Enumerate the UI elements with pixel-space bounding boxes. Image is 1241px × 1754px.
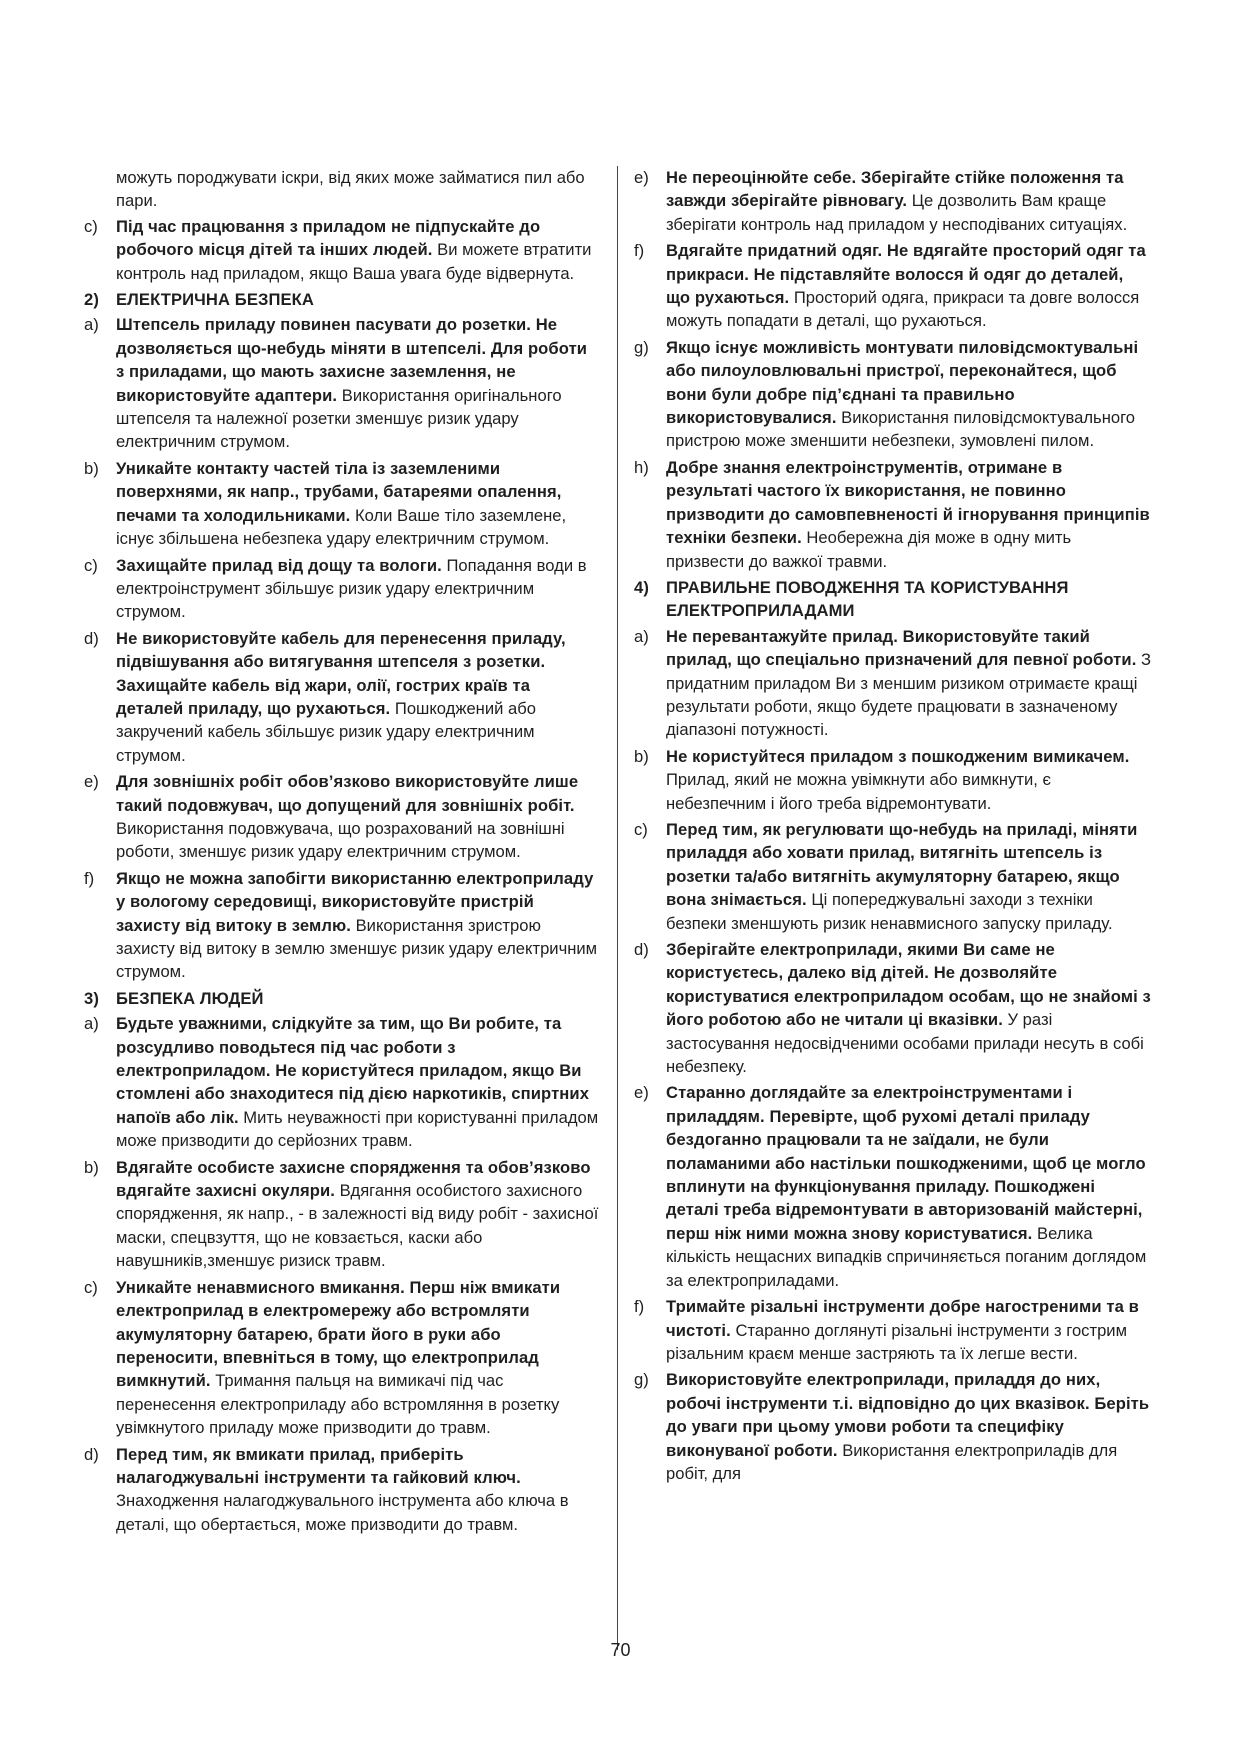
rule-4a: a) Не перевантажуйте прилад. Використовуйте такий прилад, що спеціально призначений для певної роботи. З придатним приладом Ви з меншим ризиком отримаєте кращі результати роботи, якщо будете працювати в зазначеному діапазоні потужності. — [634, 626, 1152, 740]
rule-3g: g) Якщо існує можливість монтувати пиловідсмоктувальні або пилоуловлювальні пристрої, переконайтеся, щоб вони були добре під’єднані та правильно використовувалися. Використання пиловідсмоктувального пристрою може зменшити небезпеки, зумовлені пилом. — [634, 337, 1139, 451]
rule-2e: e) Для зовнішніх робіт обов’язково використовуйте лише такий подовжувач, що допущений для зовнішніх робіт. Використання подовжувача, що розрахований на зовнішні роботи, зменшує ризик удару електричним струмом. — [84, 772, 579, 862]
rule-3h: h) Добре знання електроінструментів, отримане в результаті частого їх використання, не повинно призводити до самовпевненості й ігнорування принципів техніки безпеки. Необережна дія може в одну мить призвести до важкої травми. — [634, 457, 1150, 571]
rule-4f: f) Тримайте різальні інструменти добре нагостреними та в чистоті. Старанно доглянуті різальні інструменти з гострим різальним краєм менше застряють та їх легше вести. — [634, 1297, 1139, 1363]
rule-3b: b) Вдягайте особисте захисне спорядження та обов’язково вдягайте захисні окуляри. Вдягання особистого захисного спорядження, як напр., - в залежності від виду робіт - захисної маски, спецвзуття, що не ковзається, каски або навушників,зменшує ризиск травм. — [84, 1157, 599, 1271]
rule-2f: f) Якщо не можна запобігти використанню електроприладу у вологому середовищі, використовуйте пристрій захисту від витоку в землю. Використання зристрою захисту від витоку в землю зменшує ризик удару електричним струмом. — [84, 868, 598, 982]
rule-4g: g) Використовуйте електроприлади, приладдя до них, робочі інструменти т.і. відповідно до цих вказівок. Беріть до уваги при цьому умови роботи та специфіку виконуваної роботи. Використання електроприладів для робіт, для — [634, 1370, 1150, 1483]
rule-3c: c) Уникайте ненавмисного вмикання. Перш ніж вмикати електроприлад в електромережу або встромляти акумуляторну батарею, брати його в руки або переносити, впевніться в тому, що електроприлад вимкнутий. Тримання пальця на вимикачі під час перенесення електроприладу або встромляння в розетку увімкнутого приладу може призводити до травм. — [84, 1277, 561, 1438]
page-number: 70 — [610, 1640, 631, 1660]
rule-3f: f) Вдягайте придатний одяг. Не вдягайте просторий одяг та прикраси. Не підставляйте волосся й одяг до деталей, що рухаються. Просторий одяга, прикраси та довге волосся можуть попадати в деталі, що рухаються. — [634, 241, 1146, 331]
paragraph-continuation: можуть породжувати іскри, від яких може займатися пил або пари. — [116, 168, 585, 211]
rule-2d: d) Не використовуйте кабель для перенесення приладу, підвішування або витягування штепселя з розетки. Захищайте кабель від жари, олії, гострих країв та деталей приладу, що рухаються. Пошкоджений або закручений кабель збільшує ризик удару електричним струмом. — [84, 628, 566, 765]
rule-4e: e) Старанно доглядайте за електроінструментами і приладдям. Перевірте, щоб рухомі деталі приладу бездоганно працювали та не заїдали, не були поламаними або настільки пошкодженими, щоб це могло вплинути на функціонування приладу. Пошкоджені деталі треба відремонтувати в авторизованій майстерні, перш ніж ними можна знову користуватися. Велика кількість нещасних випадків спричиняється поганим доглядом за електроприладами. — [634, 1083, 1147, 1290]
right-column — [634, 166, 1152, 1488]
rule-3d: d) Перед тим, як вмикати прилад, приберіть налагоджувальні інструменти та гайковий ключ. Знаходження налагоджувального інструмента або ключа в деталі, що обертається, може призводити до травм. — [84, 1444, 569, 1534]
section-heading-personal-safety: 3) БЕЗПЕКА ЛЮДЕЙ — [84, 988, 264, 1008]
rule-4b: b) Не користуйтеся приладом з пошкодженим вимикачем. Прилад, який не можна увімкнути або вимкнути, є небезпечним і його треба відремонтувати. — [634, 746, 1130, 813]
rule-3a: a) Будьте уважними, слідкуйте за тим, що Ви робите, та розсудливо поводьтеся під час роботи з електроприладом. Не користуйтеся приладом, якщо Ви стомлені або знаходитеся під дією наркотиків, спиртних напоїв або лік. Мить неуважності при користуванні приладом може призводити до серйозних травм. — [84, 1014, 599, 1151]
rule-4d: d) Зберігайте електроприлади, якими Ви саме не користуєтесь, далеко від дітей. Не дозволяйте користуватися електроприладом особам, що не знайомі з його роботою або не читали ці вказівки. У разі застосування недосвідченими особами прилади несуть в собі небезпеку. — [634, 940, 1151, 1077]
rule-1c: c) Під час працювання з приладом не підпускайте до робочого місця дітей та інших людей. Ви можете втратити контроль над приладом, якщо Ваша увага буде відвернута. — [84, 216, 592, 283]
section-heading-tool-use: 4) ПРАВИЛЬНЕ ПОВОДЖЕННЯ ТА КОРИСТУВАННЯ ЕЛЕКТРОПРИЛАДАМИ — [634, 577, 1069, 621]
rule-4c: c) Перед тим, як регулювати що-небудь на приладі, міняти приладдя або ховати прилад, витягніть штепсель із розетки та/або витягніть акумуляторну батарею, якщо вона знімається. Ці попереджувальні заходи з техніки безпеки зменшують ризик ненавмисного запуску приладу. — [634, 819, 1138, 933]
rule-2b: b) Уникайте контакту частей тіла із заземленими поверхнями, як напр., трубами, батареями опалення, печами та холодильниками. Коли Ваше тіло заземлене, існує збільшена небезпека удару електричним струмом. — [84, 458, 567, 549]
rule-2a: a) Штепсель приладу повинен пасувати до розетки. Не дозволяється що-небудь міняти в штепселі. Для роботи з приладами, що мають захисне заземлення, не використовуйте адаптери. Використання оригінального штепселя та належної розетки зменшує ризик удару електричним струмом. — [84, 315, 588, 452]
column-divider — [617, 166, 618, 1650]
rule-2c: c) Захищайте прилад від дощу та вологи. Попадання води в електроінструмент збільшує ризик удару електричним струмом. — [84, 555, 587, 622]
rule-3e: e) Не переоцінюйте себе. Зберігайте стійке положення та завжди зберігайте рівновагу. Це дозволить Вам краще зберігати контроль над приладом у несподіваних ситуаціях. — [634, 168, 1128, 234]
left-column — [84, 166, 600, 1539]
section-heading-electrical-safety: 2) ЕЛЕКТРИЧНА БЕЗПЕКА — [84, 290, 314, 310]
